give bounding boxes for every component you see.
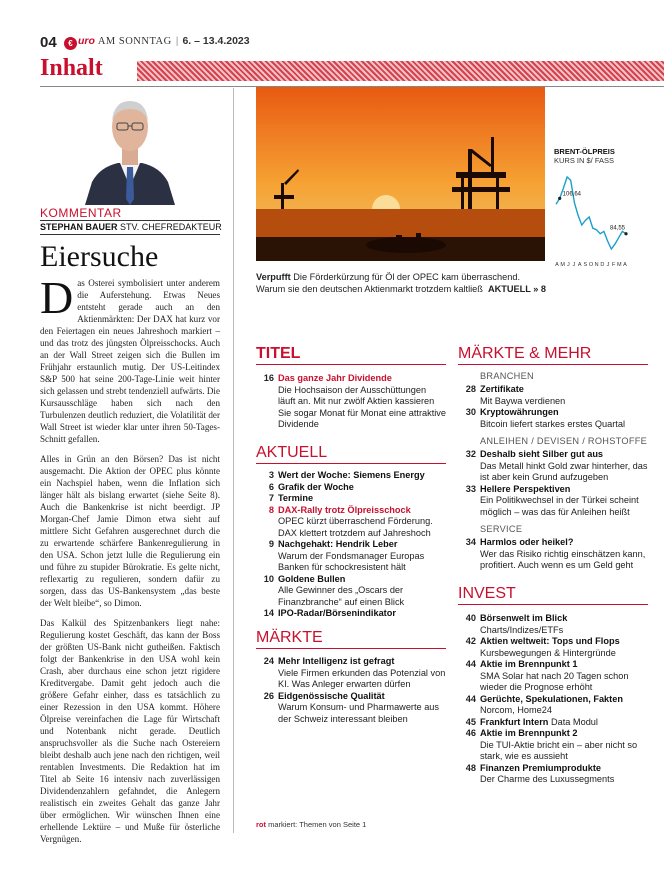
toc-subcategory: BRANCHEN [480, 371, 534, 381]
toc-heading-maerkte: MÄRKTE [256, 629, 323, 646]
toc-subcategory: ANLEIHEN / DEVISEN / ROHSTOFFE [480, 436, 648, 446]
commentary-paragraph: Das Osterei symbolisiert unter anderem die Auferstehung. Etwas Neues entsteht gerade auch an den Aktienmärkten: Der DAX hat kurz vor den Feiertagen ein neues Jahreshoch markiert – und das trotz des jüngsten Ölpreisschocks. Auch an der Wall Street zeigen sich die Bullen im Frühjahr erstaunlich mutig. Der US-Leitindex S&P 500 hat seine 200-Tage-Linie weit hinter sich gelassen und strebt tendenziell aufwärts. Die Kursausschläge haben sich nach den Turbulenzen deutlich reduziert, die Volatilität der Wall Street ist wieder klar unter ihren 50-Tages-Schnitt gefallen. [40, 272, 220, 444]
footnote-text: markiert: Themen von Seite 1 [268, 820, 367, 829]
toc-entry[interactable]: 7 Termine [268, 493, 314, 503]
toc-entry[interactable]: 32 Deshalb sieht Silber gut aus Das Metall hinkt Gold zwar hinterher, das ist aber kein Grund aufzugeben [465, 449, 648, 482]
toc-heading-titel: TITEL [256, 345, 301, 362]
column-divider [233, 88, 234, 833]
brent-annotation-label: 84,55 [609, 225, 625, 232]
toc-list-service [458, 537, 658, 572]
toc-entry[interactable]: 6 Grafik der Woche [268, 481, 354, 492]
toc-entry[interactable]: 24 Mehr Intelligenz ist gefragt Viele Firmen erkunden das Potenzial von KI. Was Anleger erwarten dürfen [263, 656, 446, 689]
page-number: 04 [40, 34, 57, 51]
toc-heading-maerkte-mehr: MÄRKTE & MEHR [458, 345, 592, 362]
toc-entry[interactable]: 26 Eidgenössische Qualität Warum Konsum- und Pharmawerte aus der Schweiz interessant bleiben [263, 690, 440, 724]
dropcap: D [40, 272, 74, 323]
kommentar-label: KOMMENTAR [40, 206, 122, 220]
toc-list-branchen [458, 384, 658, 430]
caption-lead: Verpufft [256, 272, 291, 282]
author-byline [40, 222, 222, 232]
header-decoration-bar [137, 61, 664, 81]
toc-subcategory: SERVICE [480, 524, 523, 534]
toc-entry[interactable]: 9 Nachgehakt: Hendrik Leber Warum der Fondsmanager Europas Banken für schockresistent hält [268, 539, 425, 572]
toc-entry[interactable]: 44 Gerüchte, Spekulationen, Fakten Norcom, Home24 [465, 693, 623, 715]
brent-x-tick: D [600, 262, 605, 268]
author-portrait [40, 87, 220, 205]
commentary-paragraph: Alles in Grün an den Börsen? Das ist nicht ausgemacht. Die Aktion der OPEC plus könnte ein Nachspiel haben, wenn die Inflation sich länger hält als bislang erwartet (siehe Seite 8). Auch die Bankenkrise ist nicht beerdigt. JP Morgan-Chef Jamie Dimon etwa sieht auf mittlere Sicht Gefahren ausgerechnet durch die zu erwartende schärfere Bankenregulierung in den USA. Schon jetzt lulle die Regulierung ein und führe zu stupider Bürokratie. Es gelte nicht, reflexartig zu regulieren, sondern dafür zu sorgen, dass das US-Bankensystem „das beste der Welt bleibe“, so Dimon. [40, 454, 220, 608]
author-rule [40, 234, 220, 235]
toc-rule [256, 364, 446, 365]
photo-caption [256, 271, 546, 295]
brent-annotation-label: 106,64 [562, 191, 582, 198]
brent-x-tick: J [606, 262, 610, 268]
caption-reference-link[interactable]: AKTUELL » 8 [487, 284, 546, 294]
brent-x-tick: M [560, 262, 565, 268]
commentary-paragraph: Das Kalkül des Spitzenbankers liegt nahe: Regulierung kostet Geschäft, das kann der Boss der größten US-Bank nicht gutheißen. Faktisch folgt der Bankenkrise in den USA wohl kein Crash, aber durchaus eine schon jetzt rigidere Kreditvergabe. Damit geht jedoch auch die größere Gefahr einher, dass es tatsächlich zu einer Rezession in den USA kommt. Höhere Ölpreise vereinfachen die Lage für Wirtschaft und Notenbank nicht gerade. Deutlich anspruchsvoller als die Suche nach Ostereiern bleibt deshalb auch jene nach den richtigen, weil rentablen Investments. Die Redaktion hat im Titel ab Seite 16 intensiv nach zuverlässigen Dividendenzahlern gefahndet, die Anlegern realistisch ein zweites Gehalt das ganze Jahr über ermöglichen. Wir wünschen Ihnen eine erhellende Lektüre – und Muße für österliche Vergnügen. [40, 618, 220, 844]
toc-entry[interactable]: 16 Das ganze Jahr Dividende Die Hochsaison der Ausschüttungen läuft an. Mit nur zwölf Aktien kassieren Sie sogar Monat für Monat eine attraktive Dividende [263, 373, 447, 429]
brent-series-line [556, 177, 626, 249]
brent-x-tick: J [566, 262, 570, 268]
masthead-brand: € uro AM SONNTAG | 6. – 13.4.2023 [64, 35, 250, 50]
toc-entry[interactable]: 44 Aktie im Brennpunkt 1 SMA Solar hat nach 20 Tagen schon wieder die Prognose erhöht [465, 659, 629, 692]
toc-list-anleihen [458, 449, 658, 518]
euro-logo-icon: € [64, 37, 77, 50]
toc-entry[interactable]: 10 Goldene Bullen Alle Gewinner des „Oscars der Finanzbranche“ auf einen Blick [263, 573, 405, 607]
author-name: STEPHAN BAUER [40, 222, 118, 232]
footnote [256, 820, 366, 829]
toc-entry[interactable]: 42 Aktien weltweit: Tops und Flops Kursbewegungen & Hintergründe [465, 636, 620, 658]
toc-entry[interactable]: 45 Frankfurt Intern Data Modul [465, 716, 598, 727]
toc-rule [256, 463, 446, 464]
author-role: STV. CHEFREDAKTEUR [120, 222, 222, 232]
brent-annotation-point [558, 197, 561, 200]
toc-heading-aktuell: AKTUELL [256, 444, 328, 461]
brent-x-tick: A [555, 262, 559, 268]
kommentar-rule [40, 220, 220, 221]
toc-entry[interactable]: 46 Aktie im Brennpunkt 2 Die TUI-Aktie bricht ein – aber nicht so stark, wie es aussieht [465, 728, 638, 761]
brent-chart [554, 145, 628, 270]
caption-text: Die Förderkürzung für Öl der OPEC kam überraschend. Warum sie den deutschen Aktienmarkt trotzdem kaltließ [256, 272, 520, 294]
toc-rule [458, 604, 648, 605]
brent-annotation-point [624, 232, 627, 235]
brent-chart-svg [554, 145, 628, 270]
toc-entry[interactable]: 48 Finanzen Premiumprodukte Der Charme des Luxussegments [465, 762, 615, 784]
brand-euro: uro [78, 35, 95, 47]
toc-entry[interactable]: 8 DAX-Rally trotz Ölpreisschock OPEC kürzt überraschend Förderung. DAX klettert trotzdem auf Jahreshoch [268, 504, 433, 538]
toc-entry[interactable]: 33 Hellere Perspektiven Ein Politikwechsel in der Türkei scheint möglich – was das für Anleihen heißt [465, 483, 639, 517]
issue-date: 6. – 13.4.2023 [182, 35, 250, 47]
toc-list-maerkte [256, 656, 446, 725]
section-title: Inhalt [40, 55, 103, 81]
toc-list-invest [458, 613, 658, 786]
toc-heading-invest: INVEST [458, 585, 516, 602]
toc-entry[interactable]: 3 Wert der Woche: Siemens Energy [268, 470, 425, 480]
brent-x-tick: A [577, 262, 582, 268]
toc-entry[interactable]: 34 Harmlos oder heikel? Wer das Risiko richtig einschätzen kann, profitiert. Auch wenn es um Geld geht [465, 537, 646, 570]
brent-x-tick: J [572, 262, 576, 268]
brent-x-tick: O [588, 262, 594, 268]
brent-x-tick: M [617, 262, 622, 268]
brand-suffix: AM SONNTAG [97, 36, 172, 47]
commentary-headline: Eiersuche [40, 240, 159, 273]
chart-title: BRENT-ÖLPREIS [554, 147, 615, 156]
brent-x-tick: A [623, 262, 627, 268]
brent-x-tick: F [611, 262, 616, 268]
oil-rig-photo [256, 87, 545, 261]
commentary-body [40, 272, 220, 853]
footnote-marker: rot [256, 820, 266, 829]
brent-x-tick: N [594, 262, 599, 268]
toc-entry[interactable]: 30 Kryptowährungen Bitcoin liefert starkes erstes Quartal [465, 407, 626, 429]
toc-rule [256, 648, 446, 649]
toc-entry[interactable]: 28 Zertifikate Mit Baywa verdienen [465, 384, 566, 406]
chart-ylabel: KURS IN $/ FASS [554, 156, 615, 165]
toc-entry[interactable]: 40 Börsenwelt im Blick Charts/Indizes/ETFs [465, 613, 568, 635]
toc-rule [458, 364, 648, 365]
toc-entry[interactable]: 14 IPO-Radar/Börsenindikator [263, 608, 396, 618]
brent-x-tick: S [583, 262, 588, 268]
toc-list-aktuell [256, 470, 446, 620]
